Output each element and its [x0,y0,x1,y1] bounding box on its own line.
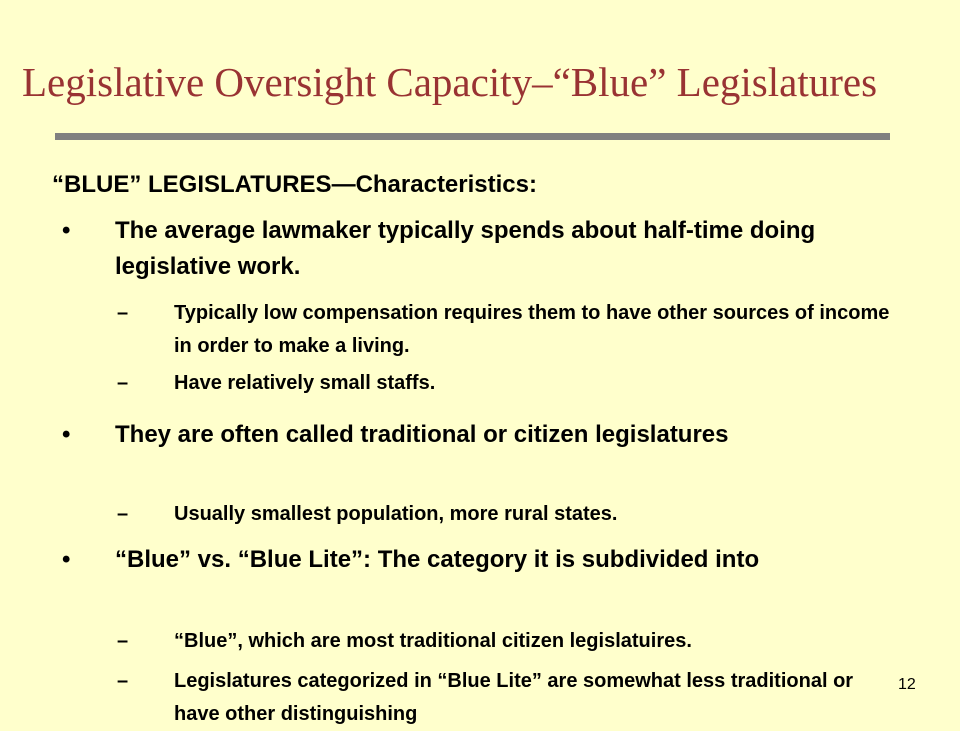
slide-title: Legislative Oversight Capacity–“Blue” Legislatures [22,59,878,105]
sub-bullet-marker: – [117,503,129,525]
sub-bullet-text: Have relatively small staffs. [174,372,436,394]
sub-bullet-text: Legislatures categorized in “Blue Lite” are somewhat less traditional or have other distinguishing [174,670,854,725]
sub-bullet-marker: – [117,630,129,652]
slide-number: 12 [898,676,916,693]
bullet-text: “Blue” vs. “Blue Lite”: The category it is subdivided into [115,546,760,573]
sub-bullet-text: “Blue”, which are most traditional citizen legislatuires. [174,630,692,652]
bullet-marker: • [62,546,71,573]
bullet-marker: • [62,217,71,244]
bullet-marker: • [62,421,71,448]
sub-bullet-marker: – [117,670,129,692]
sub-bullet-marker: – [117,372,129,394]
section-heading: “BLUE” LEGISLATURES—Characteristics: [52,171,537,198]
sub-bullet-text: Typically low compensation requires them to have other sources of income in order to make a living. [174,302,890,357]
bullet-text: The average lawmaker typically spends about half-time doing legislative work. [115,217,816,280]
sub-bullet-marker: – [117,302,129,324]
bullet-text: They are often called traditional or citizen legislatures [115,421,729,448]
sub-bullet-text: Usually smallest population, more rural states. [174,503,618,525]
title-divider [55,133,890,140]
